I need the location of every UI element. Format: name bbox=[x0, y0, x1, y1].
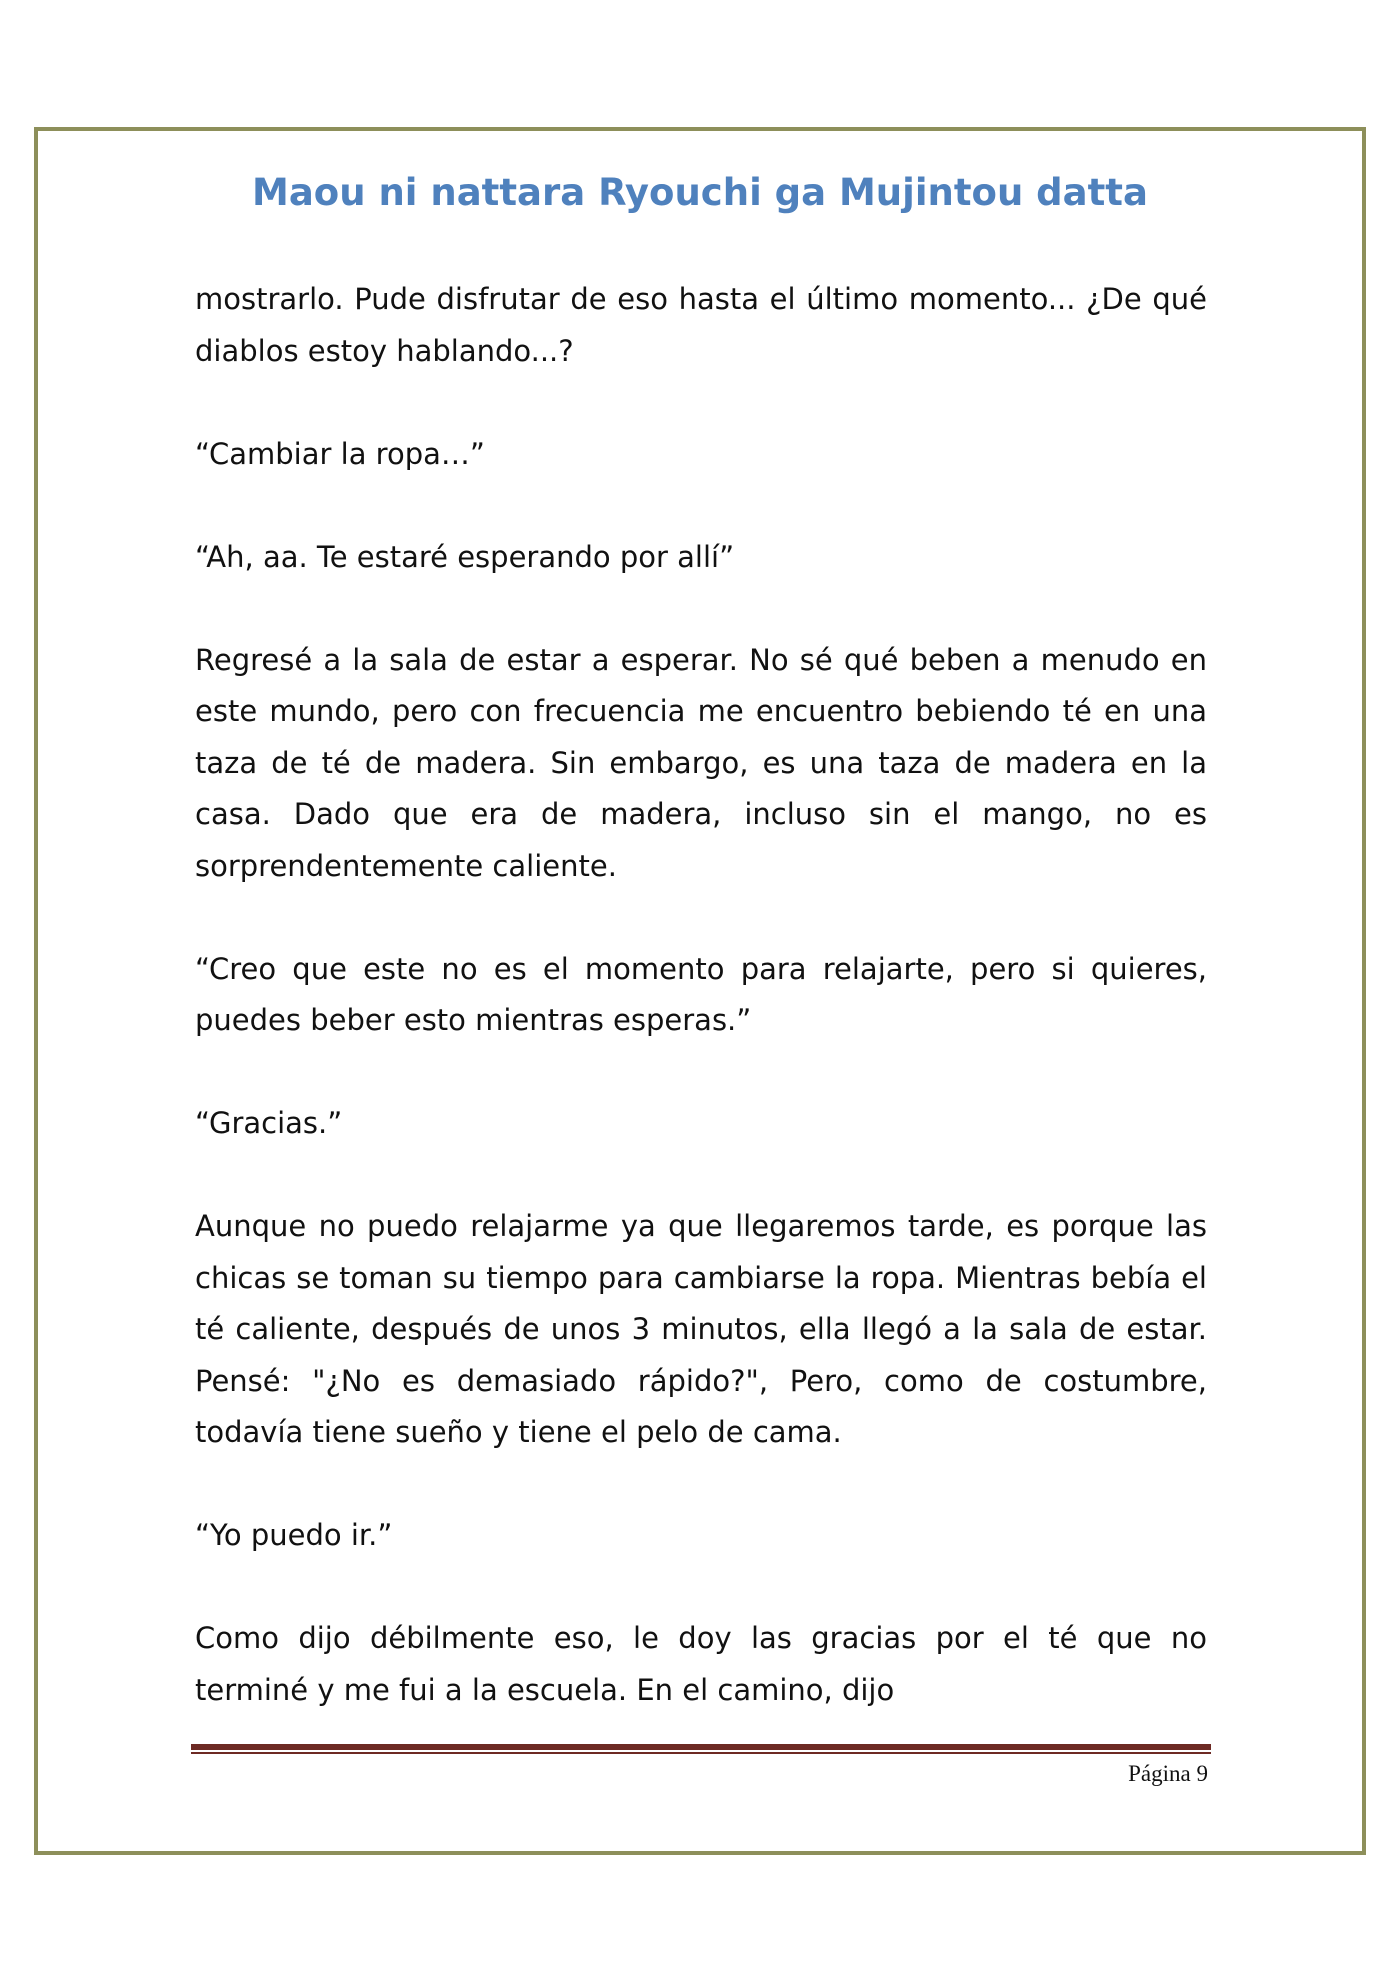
paragraph: “Yo puedo ir.” bbox=[195, 1518, 393, 1552]
paragraph: mostrarlo. Pude disfrutar de eso hasta el último momento... ¿De qué diablos estoy hablando...? bbox=[195, 282, 1207, 368]
footer-divider-thin bbox=[191, 1752, 1211, 1754]
paragraph: Como dijo débilmente eso, le doy las gracias por el té que no terminé y me fui a la escuela. En el camino, dijo bbox=[195, 1621, 1207, 1707]
paragraph: “Gracias.” bbox=[195, 1106, 343, 1140]
paragraph: “Cambiar la ropa…” bbox=[195, 436, 485, 471]
paragraph: Regresé a la sala de estar a esperar. No sé qué beben a menudo en este mundo, pero con frecuencia me encuentro bebiendo té en una taza de té de madera. Sin embargo, es una taza de madera en la casa. Dado que era de madera, incluso sin el mango, no es sorprendentemente caliente. bbox=[195, 642, 1207, 883]
page-title: Maou ni nattara Ryouchi ga Mujintou datta bbox=[252, 171, 1148, 214]
footer-divider-thick bbox=[191, 1744, 1211, 1750]
page-number: Página 9 bbox=[1128, 1761, 1208, 1786]
paragraph: “Ah, aa. Te estaré esperando por allí” bbox=[195, 539, 735, 574]
footer-divider bbox=[191, 1744, 1211, 1755]
paragraph: Aunque no puedo relajarme ya que llegaremos tarde, es porque las chicas se toman su tiempo para cambiarse la ropa. Mientras bebía el té caliente, después de unos 3 minutos, ella llegó a la sala de estar. Pensé: "¿No es demasiado rápido?", Pero, como de costumbre, todavía tiene sueño y tiene el pelo de cama. bbox=[195, 1209, 1207, 1449]
paragraph: “Creo que este no es el momento para relajarte, pero si quieres, puedes beber esto mientras esperas.” bbox=[195, 951, 1207, 1037]
body-text bbox=[195, 274, 1207, 1716]
